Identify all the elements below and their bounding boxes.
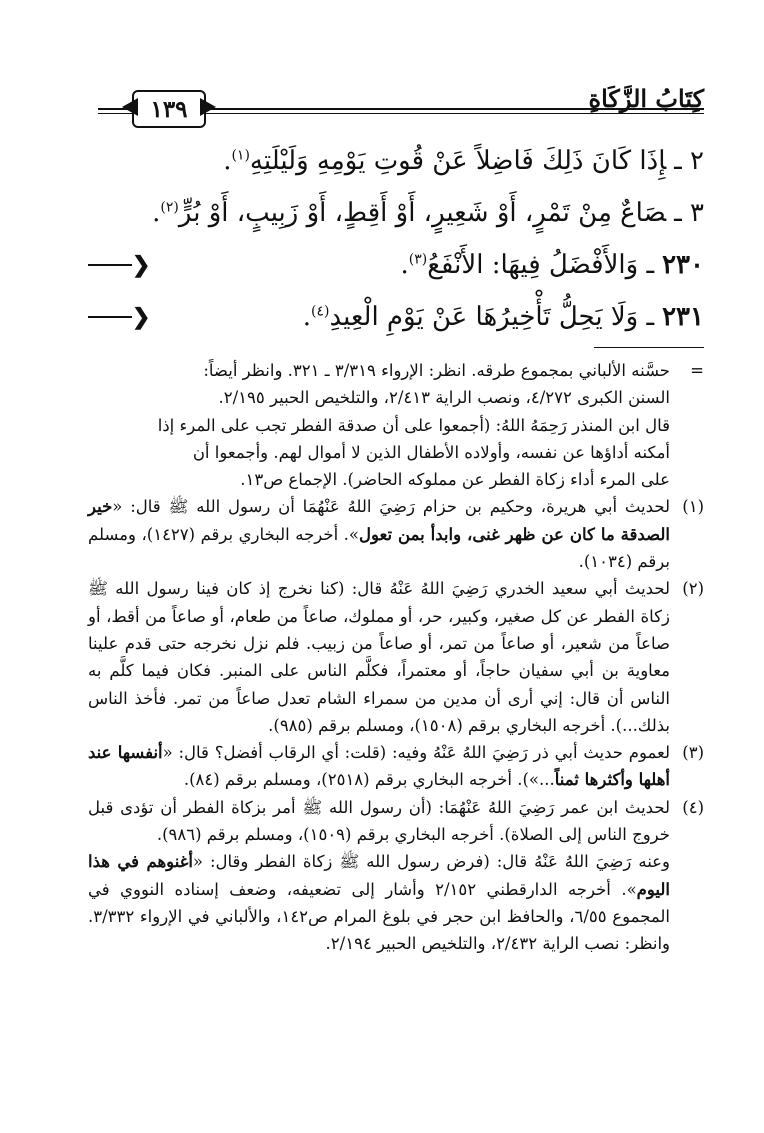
note-text: لحديث أبي هريرة، وحكيم بن حزام رَضِيَ اللهُ عَنْهُمَا أن رسول الله ﷺ قال: « [112, 497, 670, 517]
note-text: ...»). أخرجه البخاري برقم (٢٥١٨)، ومسلم برقم (٨٤). [183, 770, 555, 790]
line-end: . [400, 250, 409, 280]
line-text: صَاعٌ مِنْ تَمْرٍ، أَوْ شَعِيرٍ، أَوْ أَقِطٍ، أَوْ زَبِيبٍ، أَوْ بُرٍّ [178, 198, 667, 228]
hadith-quote: خير الصدقة ما كان عن ظهر غنى، وابدأ بمن تعول [88, 497, 670, 544]
line-end: . [223, 146, 232, 176]
note-line: على المرء أداء زكاة الفطر عن مملوكه الحاضر). الإجماع ص١٣. [240, 470, 670, 490]
main-line-2 [88, 187, 704, 239]
footnote-continuation [88, 357, 704, 493]
hadith-quote: أغنوهم في هذا اليوم [88, 852, 671, 899]
line-end: . [152, 198, 161, 228]
footnote-4 [88, 794, 704, 958]
line-number: ٣ ـ [674, 198, 704, 228]
footnote-divider [594, 347, 704, 348]
footnote-ref: (٤) [311, 303, 330, 320]
note-text: وعنه رَضِيَ اللهُ عَنْهُ قال: (فرض رسول الله ﷺ زكاة الفطر وقال: « [192, 852, 670, 872]
footnote-ref: (٢) [160, 199, 179, 216]
bracket-icon: ❮ [132, 252, 151, 278]
note-text: ». أخرجه الدارقطني ٢/١٥٢ وأشار إلى تضعيفه، وضعف إسناده النووي في المجموع ٦/٥٥، والحافظ ابن حجر في بلوغ المرام ص١٤٢، والألباني في الإرواء ٣/٣٣٢. وانظر: نصب الراية ٢/٤٣٢، والتلخيص الحبير ٢/١٩٤. [88, 879, 670, 954]
item-marker [88, 291, 151, 343]
page-number-badge [132, 90, 206, 128]
continuation-marker: = [690, 361, 704, 380]
note-line: حسَّنه الألباني بمجموع طرقه. انظر: الإرواء ٣/٣١٩ ـ ٣٢١. وانظر أيضاً: [203, 361, 670, 380]
footnote-ref: (١) [231, 147, 250, 164]
footnote-number: (٣) [682, 743, 704, 763]
bracket-icon: ❮ [132, 304, 151, 330]
footnote-number: (٤) [682, 797, 704, 817]
footnote-number: (١) [682, 497, 704, 517]
footnote-1 [88, 493, 704, 575]
line-text: ـ وَالأَفْضَلُ فِيهَا: الأَنْفَعُ [427, 250, 655, 280]
main-line-4 [88, 291, 704, 343]
footnote-2 [88, 575, 704, 739]
footnotes [88, 357, 704, 958]
note-text: لحديث ابن عمر رَضِيَ اللهُ عَنْهُمَا: (أن رسول الله ﷺ أمر بزكاة الفطر أن تؤدى قبل خروج الناس إلى الصلاة). أخرجه البخاري برقم (١٥٠٩)، ومسلم برقم (٩٨٦). [88, 797, 670, 845]
main-line-3 [88, 239, 704, 291]
note-line: قال ابن المنذر رَحِمَهُ اللهُ: (أجمعوا على أن صدقة الفطر تجب على المرء إذا [157, 415, 670, 435]
line-text: إِذَا كَانَ ذَلِكَ فَاضِلاً عَنْ قُوتِ يَوْمِهِ وَلَيْلَتِهِ [249, 146, 667, 176]
footnote-ref: (٣) [408, 251, 428, 268]
item-number: ٢٣٠ [662, 250, 704, 280]
footnote-number: (٢) [682, 579, 704, 599]
main-line-1 [88, 135, 704, 187]
main-text [88, 135, 704, 343]
note-line: أمكنه أداؤها عن نفسه، وأولاده الأطفال الذين لا أموال لهم. وأجمعوا أن [192, 442, 670, 462]
item-marker [88, 239, 151, 291]
line-text: ـ وَلَا يَحِلُّ تَأْخِيرُهَا عَنْ يَوْمِ الْعِيدِ [329, 302, 655, 332]
line-number: ٢ ـ [674, 146, 704, 176]
hadith-quote: أنفسها عند أهلها وأكثرها ثمناً [88, 743, 670, 790]
marker-line [88, 264, 132, 266]
book-title: كِتَابُ الزَّكَاةِ [588, 84, 704, 113]
note-text: لعموم حديث أبي ذر رَضِيَ اللهُ عَنْهُ وفيه: (قلت: أي الرقاب أفضل؟ قال: « [162, 743, 670, 763]
page-header [98, 70, 704, 130]
note-text: لحديث أبي سعيد الخدري رَضِيَ اللهُ عَنْهُ قال: (كنا نخرج إذ كان فينا رسول الله ﷺ زكاة الفطر عن كل صغير، وكبير، حر، أو مملوك، صاعاً من طعام، أو صاعاً من أقط، أو صاعاً من شعير، أو صاعاً من تمر، أو صاعاً من زبيب. فلم نزل نخرجه حتى قدم علينا معاوية بن أبي سفيان حاجاً، أو معتمراً، فكلَّم الناس على المنبر. فكان فيما كلَّم به الناس أن قال: إني أرى أن مدين من سمراء الشام تعدل صاعاً من تمر. فأخذ الناس بذلك...). أخرجه البخاري برقم (١٥٠٨)، ومسلم برقم (٩٨٥). [88, 579, 670, 735]
item-number: ٢٣١ [662, 302, 704, 332]
line-end: . [302, 302, 312, 332]
footnote-3 [88, 739, 704, 794]
page-number: ١٣٩ [150, 95, 188, 123]
marker-line [88, 316, 132, 318]
note-line: السنن الكبرى ٤/٢٧٢، ونصب الراية ٢/٤١٣، والتلخيص الحبير ٢/١٩٥. [218, 388, 670, 408]
note-text: ». أخرجه البخاري برقم (١٤٢٧)، ومسلم برقم (١٠٣٤). [88, 524, 670, 572]
